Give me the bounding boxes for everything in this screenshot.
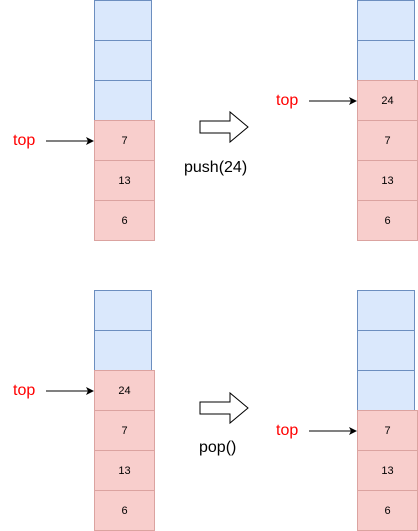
pop-transition-arrow-icon xyxy=(200,393,248,423)
empty-slot xyxy=(94,290,152,331)
stack-cell: 13 xyxy=(357,450,418,491)
stack-push-after xyxy=(357,0,418,241)
top-pointer-label: top xyxy=(13,382,36,399)
stack-cell: 7 xyxy=(357,120,418,161)
stack-push-before xyxy=(94,0,155,241)
empty-slot xyxy=(94,80,152,121)
top-pointer-label: top xyxy=(13,132,36,149)
empty-slot xyxy=(357,370,415,411)
stack-pop-after xyxy=(357,290,418,531)
stack-cell: 7 xyxy=(94,120,155,161)
stack-cell: 6 xyxy=(357,490,418,531)
stack-cell: 6 xyxy=(357,200,418,241)
top-pointer-label: top xyxy=(276,92,299,109)
stack-cell: 6 xyxy=(94,200,155,241)
stack-cell: 24 xyxy=(357,80,418,121)
pop-operation-label: pop() xyxy=(199,439,237,456)
empty-slot xyxy=(94,330,152,371)
empty-slot xyxy=(357,40,415,81)
empty-slot xyxy=(357,0,415,41)
stack-cell: 13 xyxy=(357,160,418,201)
stack-cell: 13 xyxy=(94,450,155,491)
push-operation-label: push(24) xyxy=(184,159,248,176)
empty-slot xyxy=(357,330,415,371)
push-transition-arrow-icon xyxy=(200,112,248,142)
stack-cell: 13 xyxy=(94,160,155,201)
empty-slot xyxy=(94,40,152,81)
stack-cell: 24 xyxy=(94,370,155,411)
stack-cell: 6 xyxy=(94,490,155,531)
stack-cell: 7 xyxy=(94,410,155,451)
stack-cell: 7 xyxy=(357,410,418,451)
stack-pop-before xyxy=(94,290,155,531)
empty-slot xyxy=(357,290,415,331)
empty-slot xyxy=(94,0,152,41)
top-pointer-label: top xyxy=(276,422,299,439)
